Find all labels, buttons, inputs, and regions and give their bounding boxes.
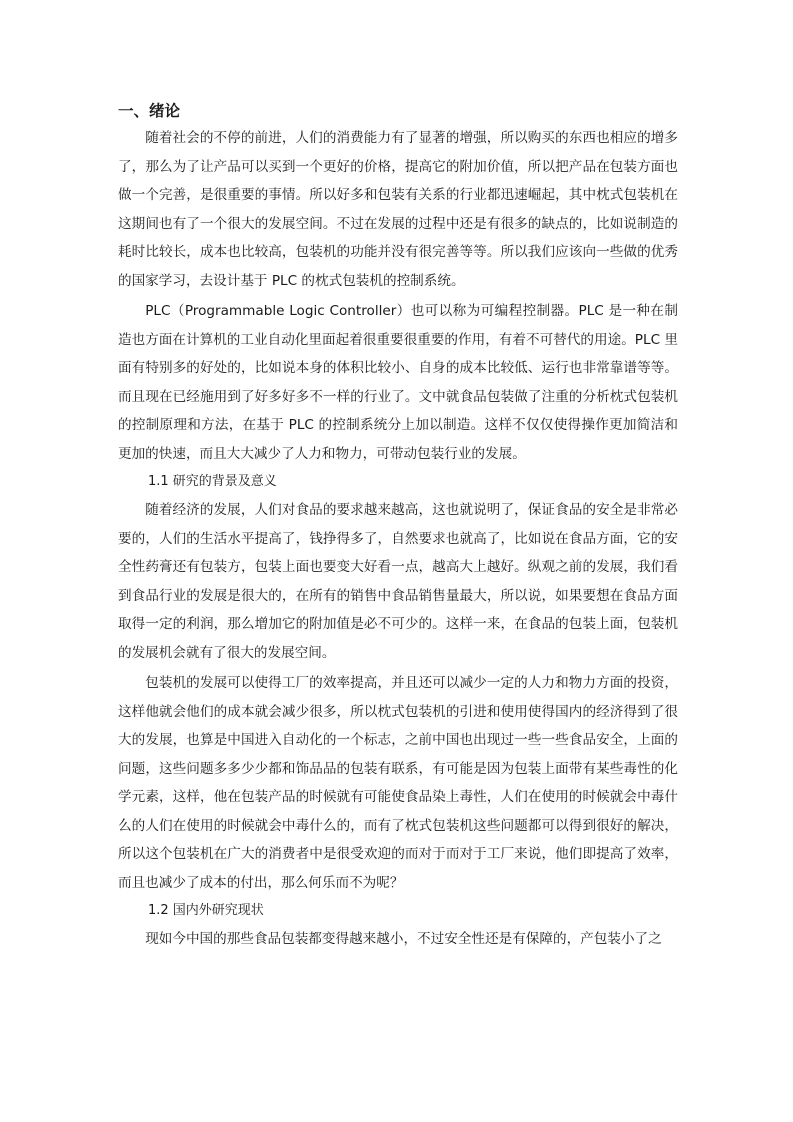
intro-paragraph-1: 随着社会的不停的前进，人们的消费能力有了显著的增强，所以购买的东西也相应的增多了，那么为了让产品可以买到一个更好的价格，提高它的附加价值，所以把产品在包装方面也做一个完善，是很重要的事情。所以好多和包装有关系的行业都迅速崛起，其中枕式包装机在这期间也有了一个很大的发展空间。不过在发展的过程中还是有很多的缺点的，比如说制造的耗时比较长，成本也比较高，包装机的功能并没有很完善等等。所以我们应该向一些做的优秀的国家学习，去设计基于 PLC 的枕式包装机的控制系统。	[118, 130, 678, 289]
section-1-2-paragraph-1: 现如今中国的那些食品包装都变得越来越小，不过安全性还是有保障的，产包装小了之	[145, 931, 662, 947]
section-heading-1-1: 1.1 研究的背景及意义	[148, 474, 277, 489]
document-body	[118, 98, 678, 954]
chapter-heading: 一、绪论	[118, 102, 181, 120]
intro-paragraph-2: PLC（Programmable Logic Controller）也可以称为可编程控制器。PLC 是一种在制造也方面在计算机的工业自动化里面起着很重要很重要的作用，有着不可替代的用途。PLC 里面有特别多的好处的，比如说本身的体积比较小、自身的成本比较低、运行也非常靠谱等等。而且现在已经施用到了好多好多不一样的行业了。文中就食品包装做了注重的分析枕式包装机的控制原理和方法，在基于 PLC 的控制系统分上加以制造。这样不仅仅使得操作更加简洁和更加的快速，而且大大减少了人力和物力，可带动包装行业的发展。	[118, 303, 678, 462]
section-1-1-paragraph-2: 包装机的发展可以使得工厂的效率提高，并且还可以减少一定的人力和物力方面的投资，这样他就会他们的成本就会减少很多，所以枕式包装机的引进和使用使得国内的经济得到了很大的发展，也算是中国进入自动化的一个标志，之前中国也出现过一些一些食品安全，上面的问题，这些问题多多少少都和饰品品的包装有联系，有可能是因为包装上面带有某些毒性的化学元素，这样，他在包装产品的时候就有可能使食品染上毒性，人们在使用的时候就会中毒什么的人们在使用的时候就会中毒什么的，而有了枕式包装机这些问题都可以得到很好的解决，所以这个包装机在广大的消费者中是很受欢迎的而对于而对于工厂来说，他们即提高了效率，而且也减少了成本的付出，那么何乐而不为呢？	[118, 675, 678, 891]
section-1-1-paragraph-1: 随着经济的发展，人们对食品的要求越来越高，这也就说明了，保证食品的安全是非常必要的，人们的生活水平提高了，钱挣得多了，自然要求也就高了，比如说在食品方面，它的安全性药膏还有包装方，包装上面也要变大好看一点，越高大上越好。纵观之前的发展，我们看到食品行业的发展是很大的，在所有的销售中食品销售量最大，所以说，如果要想在食品方面取得一定的利润，那么增加它的附加值是必不可少的。这样一来，在食品的包装上面，包装机的发展机会就有了很大的发展空间。	[118, 502, 678, 661]
section-heading-1-2: 1.2 国内外研究现状	[148, 903, 264, 918]
